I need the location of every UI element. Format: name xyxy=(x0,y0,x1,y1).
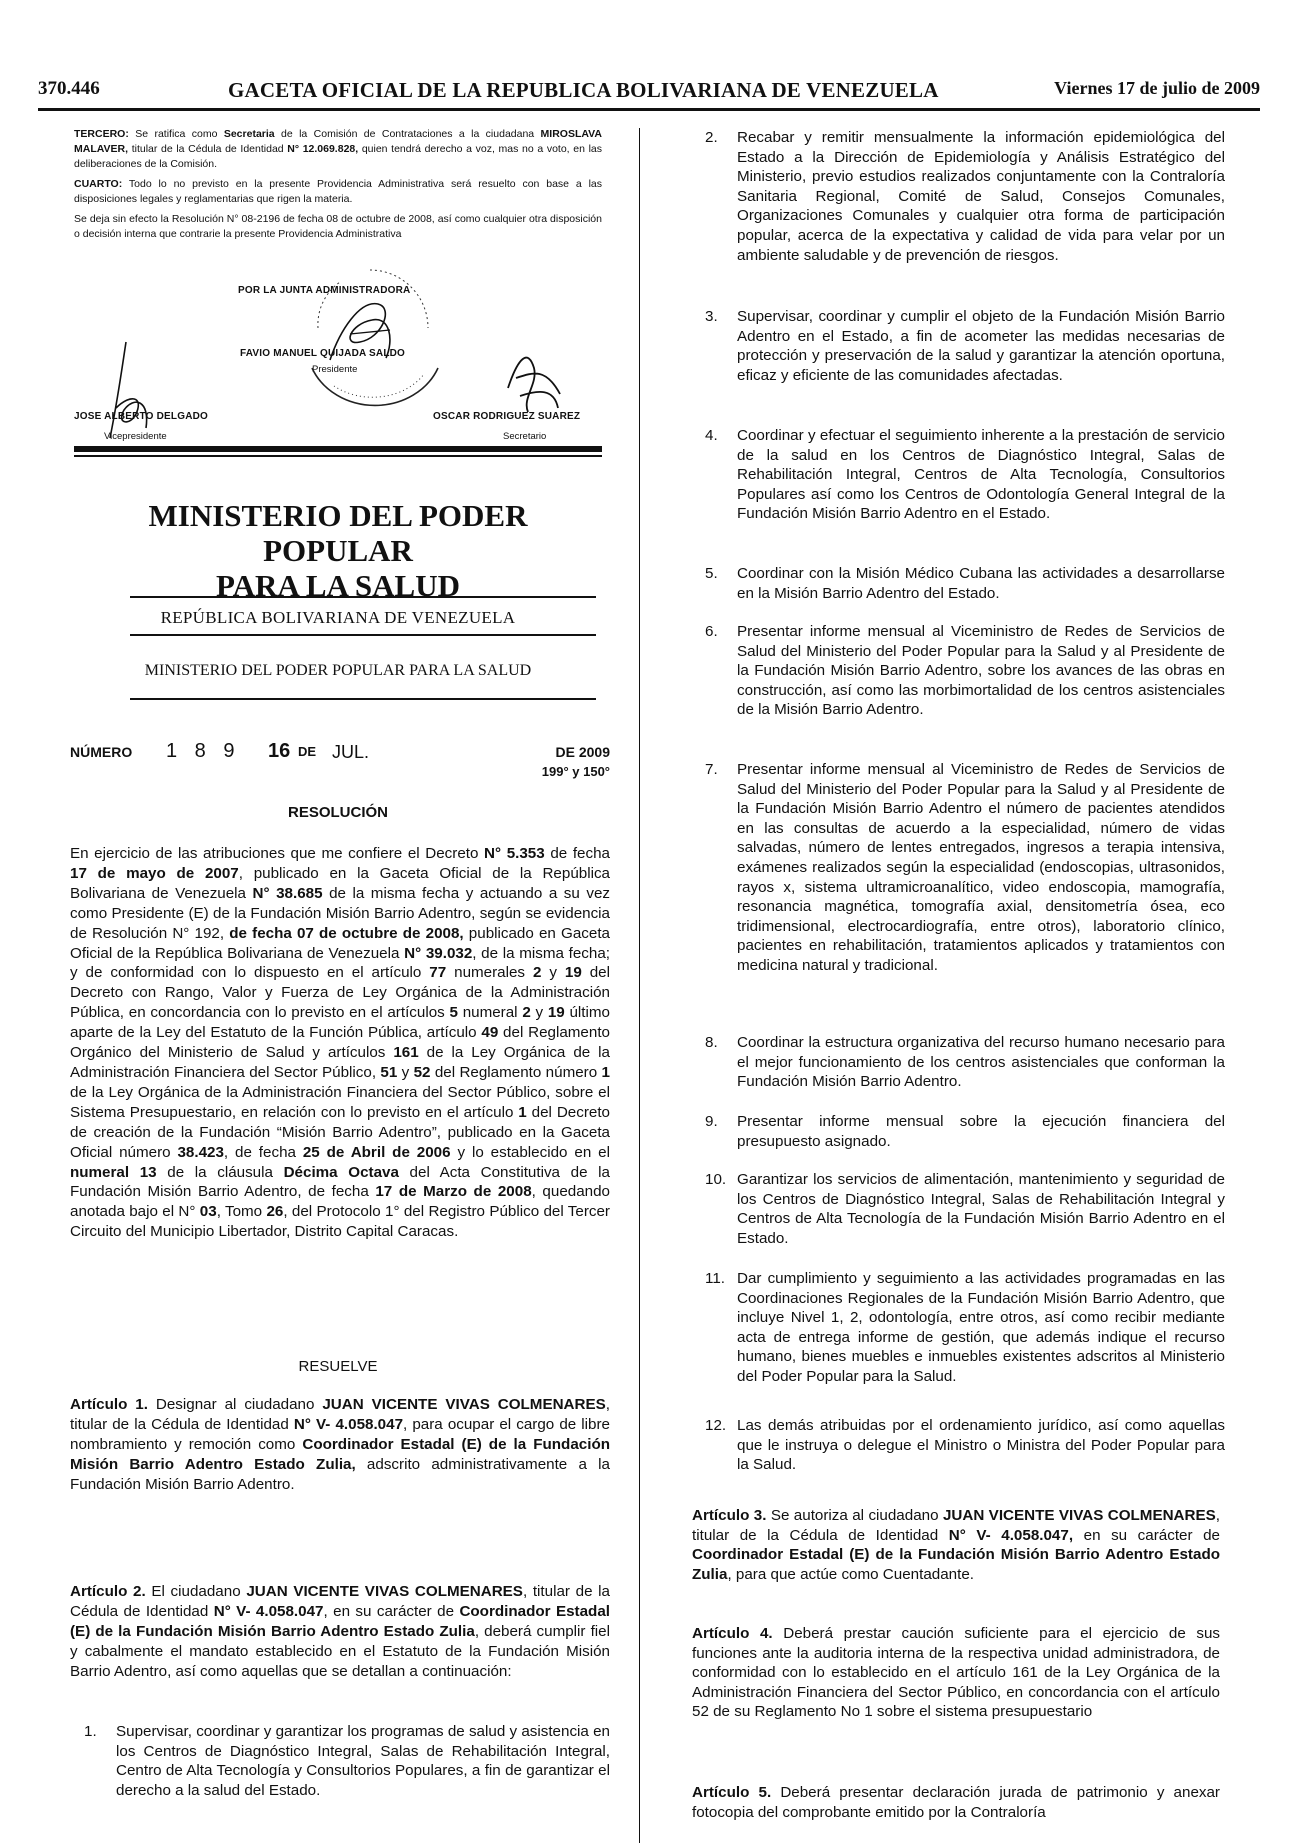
resolution-day: 16 xyxy=(268,740,291,762)
secretario-role: Secretario xyxy=(503,431,547,442)
resolution-month: JUL. xyxy=(332,742,370,762)
gazette-title: GACETA OFICIAL DE LA REPUBLICA BOLIVARIANA DE VENEZUELA xyxy=(228,78,939,102)
articulo-3: Artículo 3. Se autoriza al ciudadano JUAN VICENTE VIVAS COLMENARES, titular de la Cédula de Identidad N° V- 4.058.047, en su carácter de Coordinador Estadal (E) de la Fundación Misión Barrio Adentro Estado Zulia, para que actúe como Cuentadante. xyxy=(692,1507,1220,1583)
resolution-year: DE 2009 xyxy=(555,744,610,760)
column-separator xyxy=(639,128,640,1843)
top-provisions xyxy=(74,127,602,247)
vicepresidente-role: Vicepresidente xyxy=(104,431,167,442)
page-number: 370.446 xyxy=(38,78,100,99)
secretario-signature xyxy=(498,328,568,428)
section-rule-top-2 xyxy=(74,455,602,457)
republic-rule-top xyxy=(130,596,596,598)
vicepresidente-name: JOSE ALBERTO DELGADO xyxy=(74,411,209,422)
ministry-subheading: MINISTERIO DEL PODER POPULAR PARA LA SALUD xyxy=(144,662,532,679)
tercero-paragraph: TERCERO: Se ratifica como Secretaria de la Comisión de Contrataciones a la ciudadana MIROSLAVA MALAVER, titular de la Cédula de Identidad N° 12.069.828, quien tendrá derecho a voz, mas no a voto, en las deliberaciones de la Comisión. xyxy=(74,128,602,170)
presidente-name: FAVIO MANUEL QUIJADA SALDO xyxy=(240,348,406,359)
resolution-number-row xyxy=(70,740,610,784)
junta-label: POR LA JUNTA ADMINISTRADORA xyxy=(238,285,411,296)
presidente-signature xyxy=(290,290,430,370)
articulo-1: Artículo 1. Designar al ciudadano JUAN VICENTE VIVAS COLMENARES, titular de la Cédula de Identidad N° V- 4.058.047, para ocupar el cargo de libre nombramiento y remoción como Coordinador Estadal (E) de la Fundación Misión Barrio Adentro Estado Zulia, adscrito administrativamente a la Fundación Misión Barrio Adentro. xyxy=(70,1396,611,1493)
issue-date: Viernes 17 de julio de 2009 xyxy=(1054,78,1260,98)
preamble-paragraph: En ejercicio de las atribuciones que me confiere el Decreto N° 5.353 de fecha 17 de mayo de 2007, publicado en la Gaceta Oficial de la República Bolivariana de Venezuela N° 38.685 de la misma fecha y actuando a su vez como Presidente (E) de la Fundación Misión Barrio Adentro, según se evidencia de Resolución N° 192, de fecha 07 de octubre de 2008, publicado en Gaceta Oficial de la República Bolivariana de Venezuela N° 39.032, de la misma fecha; y de conformidad con lo dispuesto en el artículo 77 numerales 2 y 19 del Decreto con Rango, Valor y Fuerza de Ley Orgánica de la Administración Pública, en concordancia con lo previsto en el artículos 5 numeral 2 y 19 último aparte de la Ley del Estatuto de la Función Pública, artículo 49 del Reglamento Orgánico del Ministerio de Salud y artículos 161 de la Ley Orgánica de la Administración Financiera del Sector Público, 51 y 52 del Reglamento número 1 de la Ley Orgánica de la Administración Financiera del Sector Público, sobre el Sistema Presupuestario, en relación con lo previsto en el artículo 1 del Decreto de creación de la Fundación “Misión Barrio Adentro”, publicado en la Gaceta Oficial número 38.423, de fecha 25 de Abril de 2006 y lo establecido en el numeral 13 de la cláusula Décima Octava del Acta Constitutiva de la Fundación Misión Barrio Adentro, de fecha 17 de Marzo de 2008, quedando anotada bajo el N° 03, Tomo 26, del Protocolo 1° del Registro Público del Tercer Circuito del Municipio Libertador, Distrito Capital Caracas. xyxy=(70,845,611,1241)
efecto-paragraph: Se deja sin efecto la Resolución N° 08-2196 de fecha 08 de octubre de 2008, así como cualquier otra disposición o decisión interna que contrarie la presente Providencia Administrativa xyxy=(74,213,602,240)
articulo-5: Artículo 5. Deberá presentar declaración jurada de patrimonio y anexar fotocopia del comprobante emitido por la Contraloría xyxy=(692,1784,1220,1821)
ministry-rule-bottom xyxy=(130,698,596,700)
numero-label: NÚMERO xyxy=(70,744,133,760)
resuelve-heading: RESUELVE xyxy=(298,1358,378,1375)
cuarto-paragraph: CUARTO: Todo lo no previsto en la presente Providencia Administrativa será resuelto con base a las disposiciones legales y reglamentarias que rigen la materia. xyxy=(74,178,602,205)
resolucion-heading: RESOLUCIÓN xyxy=(287,804,388,821)
vicepresidente-signature xyxy=(96,338,166,448)
republic-rule-bottom xyxy=(130,634,596,636)
secretario-name: OSCAR RODRIGUEZ SUAREZ xyxy=(433,411,581,422)
section-rule-top xyxy=(74,446,602,452)
gazette-header xyxy=(38,78,1260,106)
ministry-title: MINISTERIO DEL PODER POPULAR PARA LA SALUD xyxy=(148,498,528,603)
resolution-era: 199° y 150° xyxy=(541,764,610,779)
de-label: DE xyxy=(298,744,317,759)
articulo-4: Artículo 4. Deberá prestar caución suficiente para el ejercicio de sus funciones ante la auditoria interna de la respectiva unidad administradora, de conformidad con lo establecido en el artículo 161 de la Ley Orgánica de la Administración Financiera del Sector Público, en concordancia con el artículo 52 de su Reglamento No 1 sobre el sistema presupuestario xyxy=(692,1625,1220,1721)
presidente-role: Presidente xyxy=(312,364,358,375)
header-rule xyxy=(38,108,1260,111)
numero-value: 1 8 9 xyxy=(166,740,241,762)
articulo-2: Artículo 2. El ciudadano JUAN VICENTE VIVAS COLMENARES, titular de la Cédula de Identidad N° V- 4.058.047, en su carácter de Coordinador Estadal (E) de la Fundación Misión Barrio Adentro Estado Zulia, deberá cumplir fiel y cabalmente el mandato establecido en el Estatuto de la Fundación Misión Barrio Adentro, así como aquellas que se detallan a continuación: xyxy=(70,1583,610,1680)
republic-heading: REPÚBLICA BOLIVARIANA DE VENEZUELA xyxy=(160,608,516,627)
